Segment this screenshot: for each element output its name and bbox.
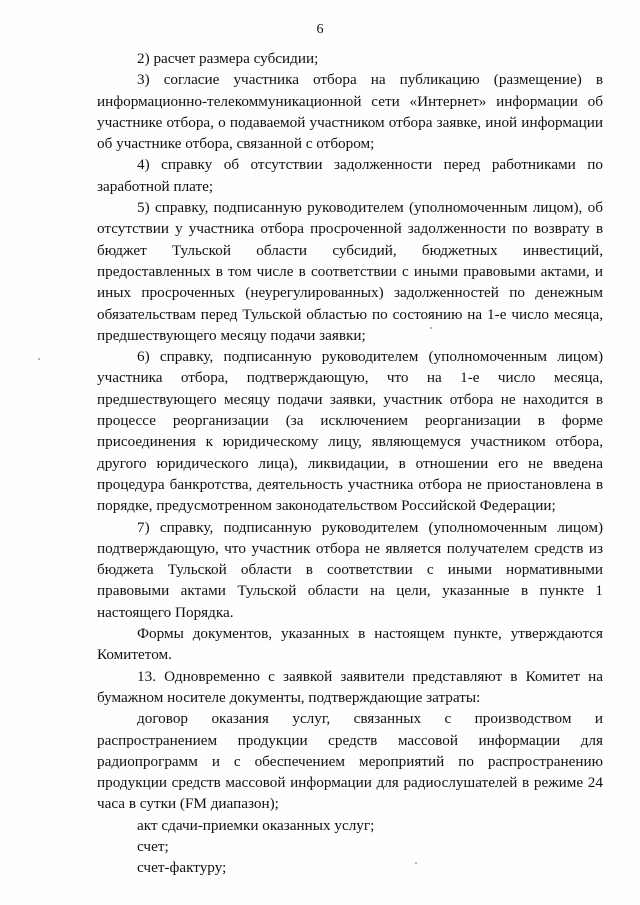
paragraph-item-7: 7) справку, подписанную руководителем (уполномоченным лицом) подтверждающую, что участник отбора не является получателем средств из бюджета Тульской области в соответствии с иными нормативными правовыми актами Тульской области на цели, указанные в пункте 1 настоящего Порядка. (97, 518, 603, 621)
paragraph-item-2: 2) расчет размера субсидии; (137, 50, 319, 67)
scan-speck (415, 862, 417, 864)
paragraph-forms-note: Формы документов, указанных в настоящем пункте, утверждаются Комитетом. (97, 625, 603, 664)
paragraph-service-contract: договор оказания услуг, связанных с производством и распространением продукции средств массовой информации для радиопрограмм и с обеспечением мероприятий по распространению продукции средств массовой информации для радиослушателей в режиме 24 часа в сутки (FM диапазон); (97, 710, 603, 813)
list-item-invoice: счет; (137, 837, 169, 855)
paragraph-item-6: 6) справку, подписанную руководителем (уполномоченным лицом) участника отбора, подтверждающую, что на 1-е число месяца, предшествующего месяцу подачи заявки, участник отбора не находится в процессе реорганизации (за исключением реорганизации в форме присоединения к юридическому лицу, являющемуся участником отбора, другого юридического лица), ликвидации, в отношении его не введена процедура банкротства, деятельность участника отбора не приостановлена в порядке, предусмотренном законодательством Российской Федерации; (97, 348, 603, 515)
paragraph-section-13: 13. Одновременно с заявкой заявители представляют в Комитет на бумажном носителе документы, подтверждающие затраты: (97, 667, 603, 706)
scan-speck (430, 327, 432, 329)
page-number: 6 (316, 22, 324, 37)
paragraph-item-4: 4) справку об отсутствии задолженности перед работниками по заработной плате; (97, 156, 603, 195)
list-item-tax-invoice: счет-фактуру; (137, 859, 227, 877)
document-body (97, 48, 603, 879)
scan-speck (38, 358, 40, 360)
paragraph-item-3: 3) согласие участника отбора на публикацию (размещение) в информационно-телекоммуникационной сети «Интернет» информации об участнике отбора, о подаваемой участником отбора заявке, иной информации об участнике отбора, связанной с отбором; (97, 71, 603, 153)
list-item-acceptance-act: акт сдачи-приемки оказанных услуг; (137, 816, 375, 834)
paragraph-item-5: 5) справку, подписанную руководителем (уполномоченным лицом), об отсутствии у участника отбора просроченной задолженности по возврату в бюджет Тульской области субсидий, бюджетных инвестиций, предоставленных в том числе в соответствии с иными правовыми актами, и иных просроченных (неурегулированных) задолженностей по денежным обязательствам перед Тульской областью по состоянию на 1-е число месяца, предшествующего месяцу подачи заявки; (97, 199, 603, 344)
